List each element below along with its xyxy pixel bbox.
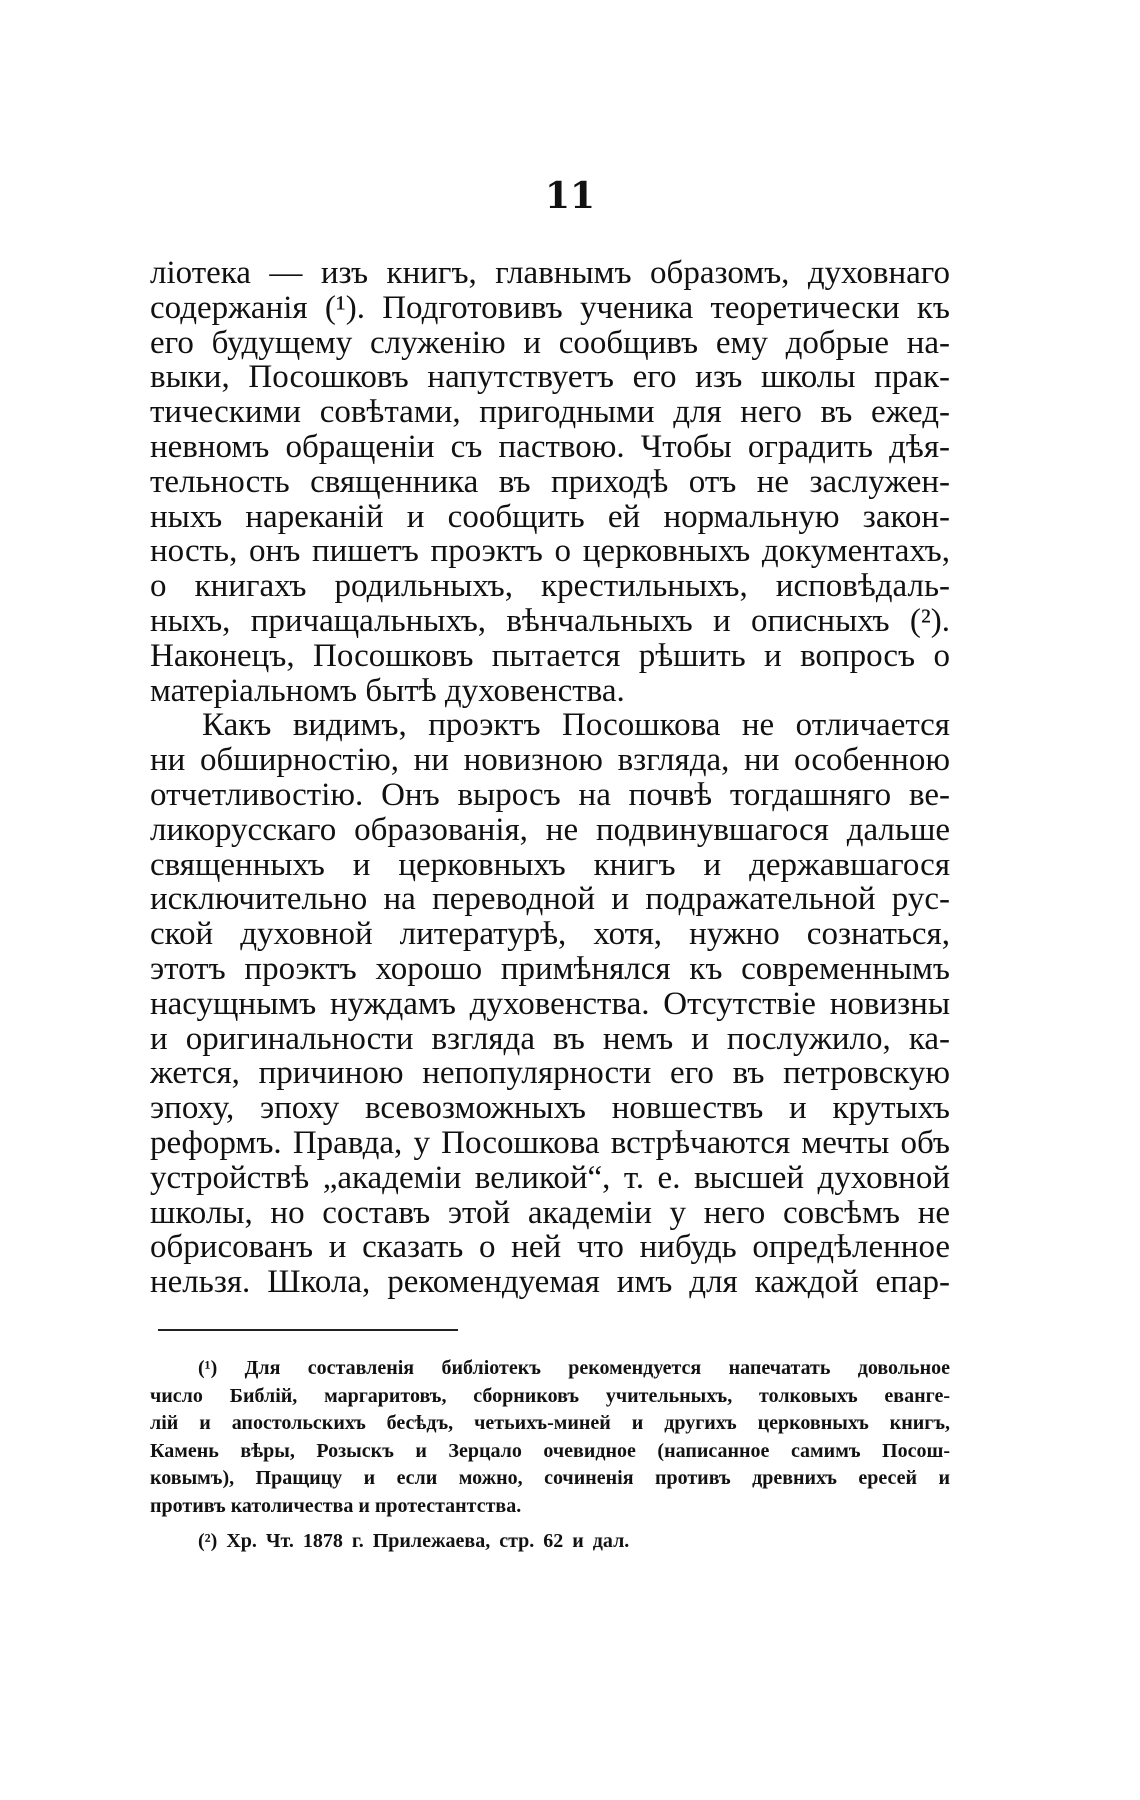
text-line: насущнымъ нуждамъ духовенства. Отсутствіе новизны xyxy=(150,986,950,1022)
text-line: ныхъ нареканій и сообщить ей нормальную закон- xyxy=(150,499,950,535)
footnote-line: (¹) Для составленія библіотекъ рекомендуется напечатать довольное xyxy=(198,1357,950,1379)
footnote-divider xyxy=(158,1329,458,1331)
body-text xyxy=(150,256,950,1300)
footnote-2 xyxy=(150,1528,950,1556)
paragraph-start-line: Какъ видимъ, проэктъ Посошкова не отличается xyxy=(202,708,950,744)
text-line: отчетливостію. Онъ выросъ на почвѣ тогдашняго ве- xyxy=(150,777,950,813)
footnote-line: противъ католичества и протестантства. xyxy=(150,1494,522,1517)
text-line: священныхъ и церковныхъ книгъ и державшагося xyxy=(150,847,950,883)
text-line: ныхъ, причащальныхъ, вѣнчальныхъ и описныхъ (²). xyxy=(150,603,950,639)
text-line: Наконецъ, Посошковъ пытается рѣшить и вопросъ о xyxy=(150,638,950,674)
text-line: тельность священника въ приходѣ отъ не заслужен- xyxy=(150,464,950,500)
footnote-line: лій и апостольскихъ бесѣдъ, четьихъ-миней и другихъ церковныхъ книгъ, xyxy=(150,1412,950,1434)
footnotes xyxy=(150,1355,950,1556)
text-line: его будущему служенію и сообщивъ ему добрые на- xyxy=(150,325,950,361)
text-line: невномъ обращеніи съ паствою. Чтобы оградить дѣя- xyxy=(150,429,950,465)
footnote-line: число Библій, маргаритовъ, сборниковъ учительныхъ, толковыхъ еванге- xyxy=(150,1384,950,1407)
text-line: устройствѣ „академіи великой“, т. е. высшей духовной xyxy=(150,1160,950,1196)
footnote-line: (²) Хр. Чт. 1878 г. Прилежаева, стр. 62 и дал. xyxy=(198,1530,630,1552)
paragraph-end-line: матеріальномъ бытѣ духовенства. xyxy=(150,673,625,709)
text-line: исключительно на переводной и подражательной рус- xyxy=(150,882,950,918)
text-line: обрисованъ и сказать о ней что нибудь опредѣленное xyxy=(150,1230,950,1266)
text-line: ни обширностію, ни новизною взгляда, ни особенною xyxy=(150,743,950,778)
text-line: жется, причиною непопулярности его въ петровскую xyxy=(150,1056,950,1092)
footnote-line: Камень вѣры, Розыскъ и Зерцало очевидное (написанное самимъ Посош- xyxy=(150,1439,950,1462)
text-line: о книгахъ родильныхъ, крестильныхъ, исповѣдаль- xyxy=(150,569,950,604)
text-line: содержанія (¹). Подготовивъ ученика теоретически къ xyxy=(150,290,950,326)
text-line: реформъ. Правда, у Посошкова встрѣчаются мечты объ xyxy=(150,1125,950,1161)
text-line: нельзя. Школа, рекомендуемая имъ для каждой епар- xyxy=(150,1265,950,1300)
footnote-line: ковымъ), Пращицу и если можно, сочиненія противъ древнихъ ересей и xyxy=(150,1467,950,1489)
footnote-1 xyxy=(150,1355,950,1520)
text-line: ность, онъ пишетъ проэктъ о церковныхъ документахъ, xyxy=(150,534,950,570)
text-line: и оригинальности взгляда въ немъ и послужило, ка- xyxy=(150,1021,950,1057)
text-line: выки, Посошковъ напутствуетъ его изъ школы прак- xyxy=(150,360,950,396)
text-line: тическими совѣтами, пригодными для него въ ежед- xyxy=(150,395,950,430)
text-line: школы, но составъ этой академіи у него совсѣмъ не xyxy=(150,1195,950,1231)
text-line: этотъ проэктъ хорошо примѣнялся къ современнымъ xyxy=(150,951,950,987)
text-line: ликорусскаго образованія, не подвинувшагося дальше xyxy=(150,812,950,848)
text-line: ской духовной литературѣ, хотя, нужно сознаться, xyxy=(150,917,950,952)
page-number: 11 xyxy=(544,175,596,217)
text-line: эпоху, эпоху всевозможныхъ новшествъ и крутыхъ xyxy=(150,1091,950,1126)
text-line: ліотека — изъ книгъ, главнымъ образомъ, духовнаго xyxy=(150,256,950,291)
